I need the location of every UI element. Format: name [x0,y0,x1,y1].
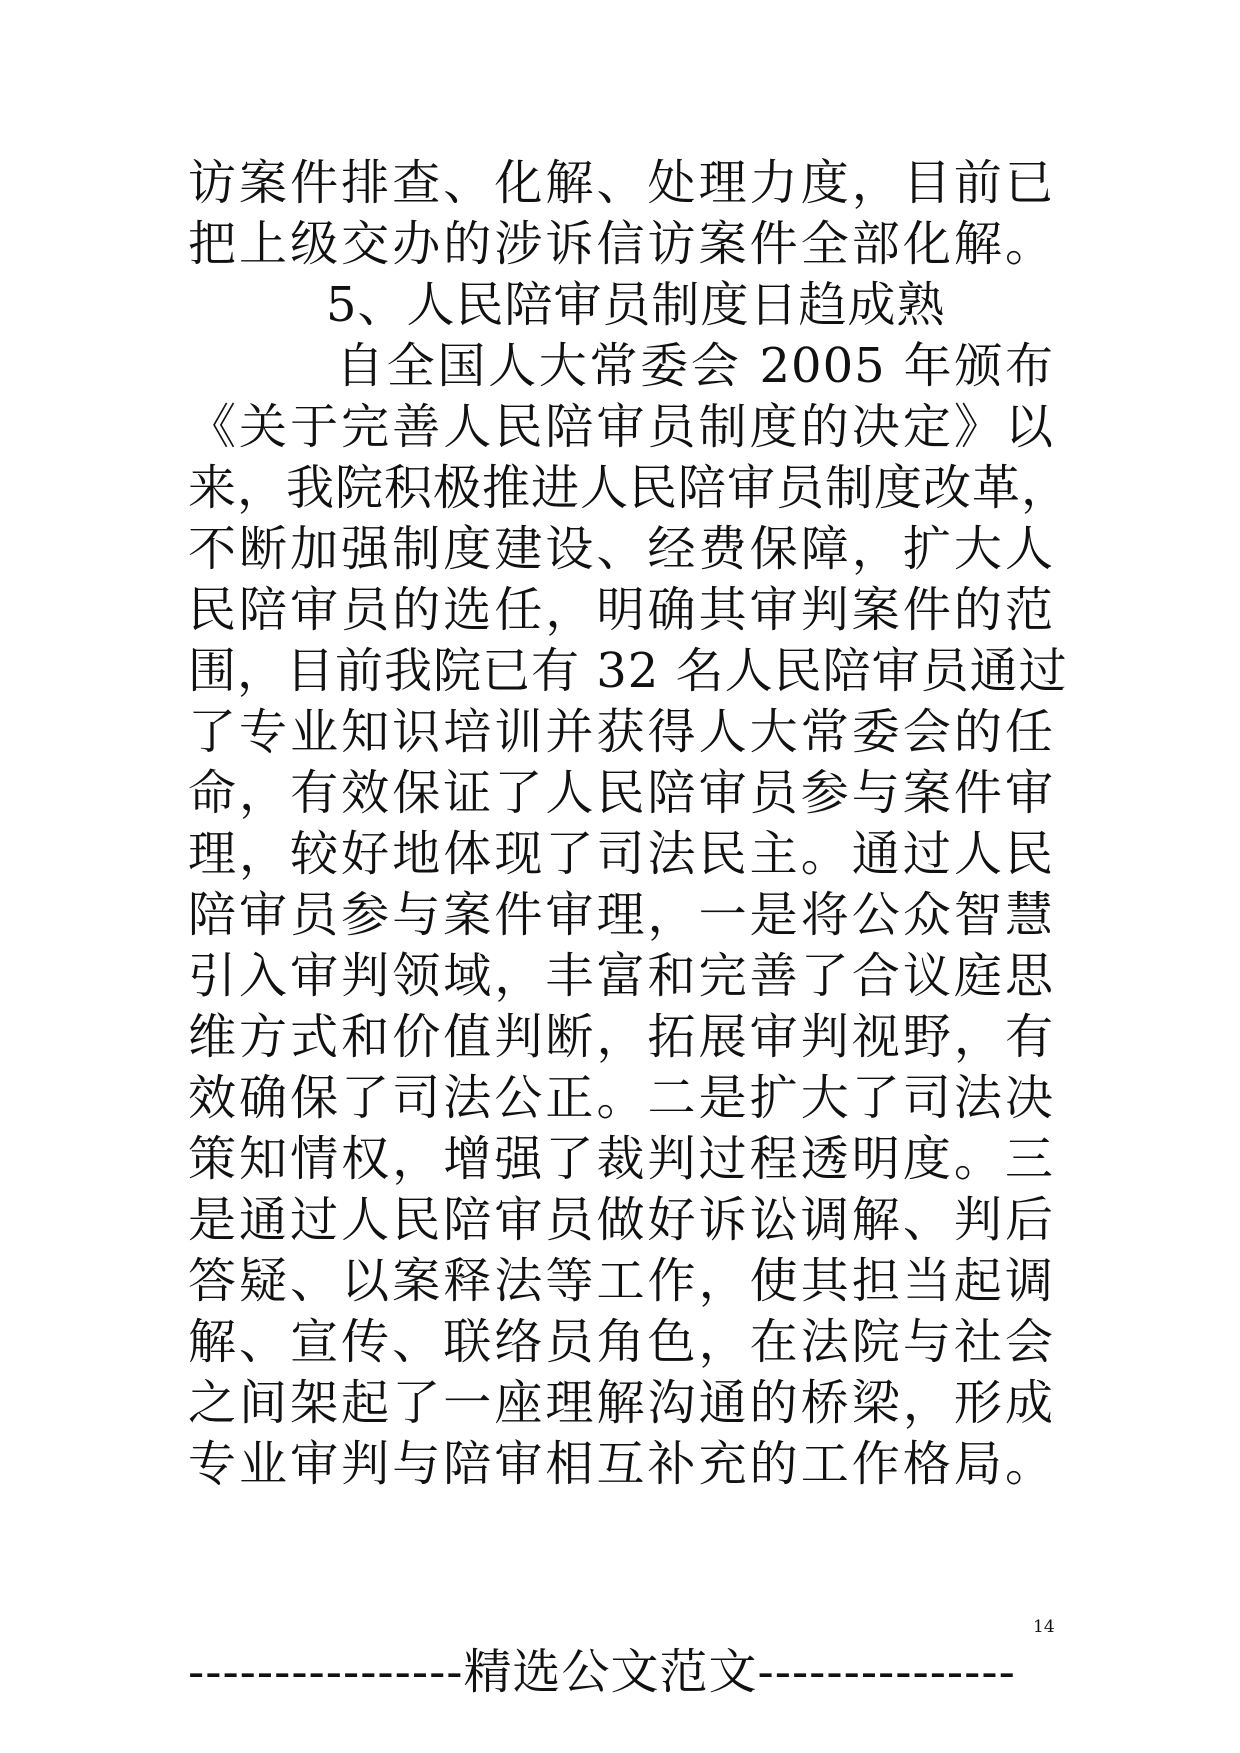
footer-banner: ----------------精选公文范文--------------- [188,1644,1016,1700]
paragraph-first-line: 自全国人大常委会 2005 年颁布 [336,338,1054,394]
body-text [188,153,1071,1495]
text-line-15: 维方式和价值判断，拓展审判视野，有 [188,1009,1054,1065]
text-line-10: 了专业知识培训并获得人大常委会的任 [188,704,1054,760]
text-line-22: 专业审判与陪审相互补充的工作格局。 [188,1436,1054,1492]
text-line-18: 是通过人民陪审员做好诉讼调解、判后 [188,1192,1054,1248]
text-line-21: 之间架起了一座理解沟通的桥梁，形成 [188,1375,1054,1431]
text-line-8: 民陪审员的选任，明确其审判案件的范 [188,582,1054,638]
text-line-2: 把上级交办的涉诉信访案件全部化解。 [188,216,1054,272]
page-number: 14 [1033,1617,1055,1637]
text-line-12: 理，较好地体现了司法民主。通过人民 [188,826,1054,882]
text-line-14: 引入审判领域，丰富和完善了合议庭思 [188,948,1054,1004]
section-heading: 5、人民陪审员制度日趋成熟 [326,277,946,333]
text-line-6: 来，我院积极推进人民陪审员制度改革， [188,460,1071,516]
text-line-5: 《关于完善人民陪审员制度的决定》以 [188,399,1054,455]
text-line-9: 围，目前我院已有 32 名人民陪审员通过 [188,643,1068,699]
text-line-19: 答疑、以案释法等工作，使其担当起调 [188,1253,1054,1309]
text-line-16: 效确保了司法公正。二是扩大了司法决 [188,1070,1054,1126]
text-line-20: 解、宣传、联络员角色，在法院与社会 [188,1314,1054,1370]
text-line-11: 命，有效保证了人民陪审员参与案件审 [188,765,1054,821]
text-line-1: 访案件排查、化解、处理力度，目前已 [188,155,1054,211]
text-line-13: 陪审员参与案件审理，一是将公众智慧 [188,887,1054,943]
text-line-17: 策知情权，增强了裁判过程透明度。三 [188,1131,1054,1187]
text-line-7: 不断加强制度建设、经费保障，扩大人 [188,521,1054,577]
